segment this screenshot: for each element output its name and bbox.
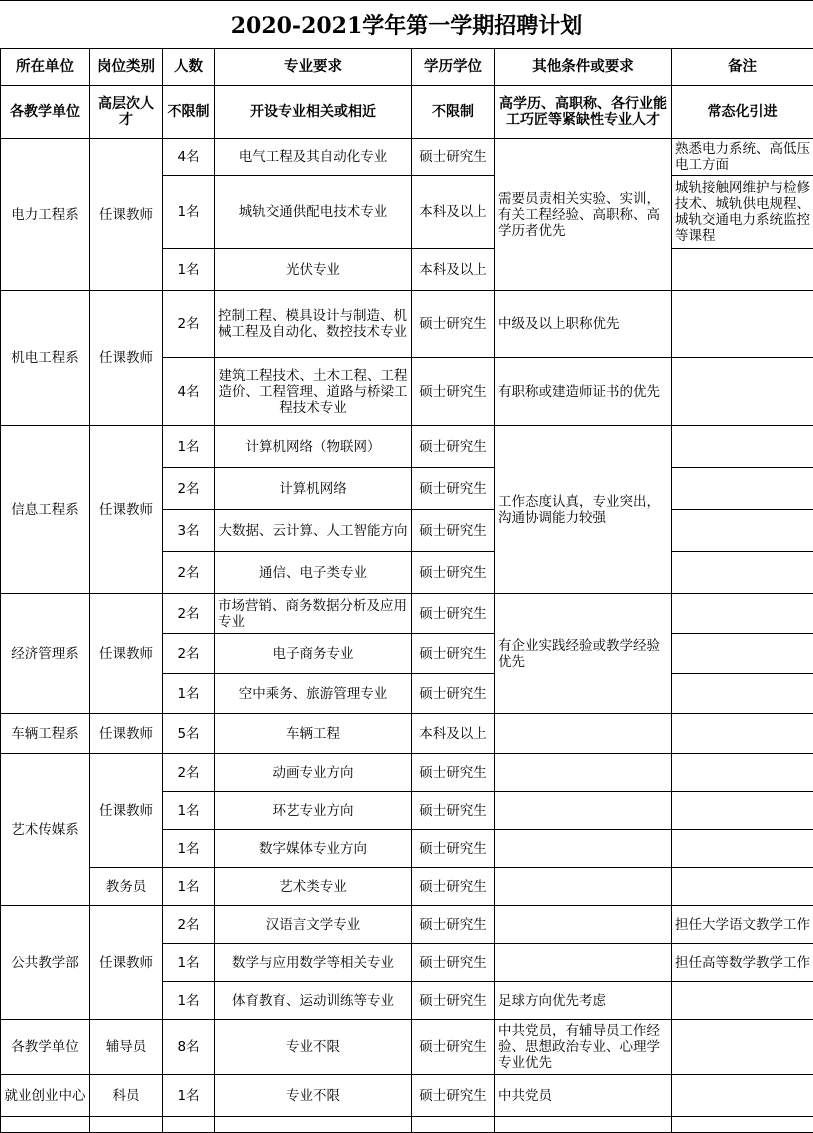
count-cell: 1名 (163, 792, 215, 830)
empty-cell (215, 1117, 412, 1133)
other-cell (495, 714, 672, 754)
degree-cell: 硕士研究生 (412, 830, 495, 868)
major-cell: 光伏专业 (215, 249, 412, 291)
post-type-cell: 任课教师 (90, 754, 163, 868)
other-cell: 中共党员，有辅导员工作经验、思想政治专业、心理学专业优先 (495, 1020, 672, 1075)
unit-cell: 艺术传媒系 (1, 754, 90, 906)
remark-cell (672, 830, 813, 868)
other-cell (495, 792, 672, 830)
table-row (1, 1117, 813, 1133)
major-cell: 环艺专业方向 (215, 792, 412, 830)
header-other: 其他条件或要求 (495, 49, 672, 86)
count-cell: 3名 (163, 510, 215, 552)
header-degree: 学历学位 (412, 49, 495, 86)
major-cell: 数字媒体专业方向 (215, 830, 412, 868)
remark-cell (672, 754, 813, 792)
unit-cell: 各教学单位 (1, 86, 90, 139)
recruitment-table (0, 48, 813, 1133)
unit-cell: 各教学单位 (1, 1020, 90, 1075)
other-cell (495, 754, 672, 792)
count-cell: 2名 (163, 634, 215, 674)
count-cell: 8名 (163, 1020, 215, 1075)
major-cell: 城轨交通供配电技术专业 (215, 176, 412, 249)
remark-cell (672, 868, 813, 906)
major-cell: 艺术类专业 (215, 868, 412, 906)
empty-cell (1, 1117, 90, 1133)
degree-cell: 硕士研究生 (412, 982, 495, 1020)
other-cell: 工作态度认真，专业突出，沟通协调能力较强 (495, 426, 672, 594)
table-row (1, 291, 813, 358)
degree-cell: 硕士研究生 (412, 1075, 495, 1117)
major-cell: 建筑工程技术、土木工程、工程造价、工程管理、道路与桥梁工程技术专业 (215, 358, 412, 426)
major-cell: 体育教育、运动训练等专业 (215, 982, 412, 1020)
other-cell: 需要员责相关实验、实训，有关工程经验、高职称、高学历者优先 (495, 139, 672, 291)
major-cell: 计算机网络（物联网） (215, 426, 412, 468)
count-cell: 2名 (163, 291, 215, 358)
count-cell: 1名 (163, 176, 215, 249)
remark-cell: 担任大学语文教学工作 (672, 906, 813, 944)
unit-cell: 车辆工程系 (1, 714, 90, 754)
remark-cell (672, 552, 813, 594)
table-row (1, 139, 813, 176)
major-cell: 电子商务专业 (215, 634, 412, 674)
table-row (1, 1020, 813, 1075)
unit-cell: 机电工程系 (1, 291, 90, 426)
other-cell: 有企业实践经验或教学经验优先 (495, 594, 672, 714)
degree-cell: 硕士研究生 (412, 674, 495, 714)
header-remark: 备注 (672, 49, 813, 86)
post-type-cell: 任课教师 (90, 714, 163, 754)
degree-cell: 硕士研究生 (412, 552, 495, 594)
degree-cell: 硕士研究生 (412, 468, 495, 510)
remark-cell (672, 634, 813, 674)
table-row (1, 86, 813, 139)
empty-cell (163, 1117, 215, 1133)
post-type-cell: 教务员 (90, 868, 163, 906)
empty-cell (672, 1117, 813, 1133)
unit-cell: 经济管理系 (1, 594, 90, 714)
degree-cell: 硕士研究生 (412, 944, 495, 982)
other-cell (495, 944, 672, 982)
remark-cell (672, 1075, 813, 1117)
table-row (1, 594, 813, 634)
header-major: 专业要求 (215, 49, 412, 86)
degree-cell: 硕士研究生 (412, 358, 495, 426)
unit-cell: 信息工程系 (1, 426, 90, 594)
remark-cell (672, 982, 813, 1020)
count-cell: 1名 (163, 830, 215, 868)
degree-cell: 硕士研究生 (412, 792, 495, 830)
major-cell: 大数据、云计算、人工智能方向 (215, 510, 412, 552)
table-row (1, 426, 813, 468)
post-type-cell: 任课教师 (90, 906, 163, 1020)
degree-cell: 硕士研究生 (412, 868, 495, 906)
remark-cell (672, 358, 813, 426)
other-cell: 中共党员 (495, 1075, 672, 1117)
header-count: 人数 (163, 49, 215, 86)
unit-cell: 就业创业中心 (1, 1075, 90, 1117)
remark-cell (672, 249, 813, 291)
degree-cell: 本科及以上 (412, 176, 495, 249)
empty-cell (495, 1117, 672, 1133)
other-cell: 足球方向优先考虑 (495, 982, 672, 1020)
major-cell: 动画专业方向 (215, 754, 412, 792)
count-cell: 1名 (163, 674, 215, 714)
major-cell: 计算机网络 (215, 468, 412, 510)
other-cell (495, 868, 672, 906)
post-type-cell: 任课教师 (90, 291, 163, 426)
empty-cell (412, 1117, 495, 1133)
count-cell: 4名 (163, 139, 215, 176)
degree-cell: 硕士研究生 (412, 754, 495, 792)
count-cell: 5名 (163, 714, 215, 754)
post-type-cell: 任课教师 (90, 139, 163, 291)
remark-cell (672, 714, 813, 754)
major-cell: 汉语言文学专业 (215, 906, 412, 944)
remark-cell (672, 291, 813, 358)
remark-cell (672, 468, 813, 510)
degree-cell: 硕士研究生 (412, 594, 495, 634)
count-cell: 2名 (163, 906, 215, 944)
degree-cell: 本科及以上 (412, 249, 495, 291)
degree-cell: 不限制 (412, 86, 495, 139)
count-cell: 2名 (163, 552, 215, 594)
table-row (1, 714, 813, 754)
major-cell: 数学与应用数学等相关专业 (215, 944, 412, 982)
table-row (1, 868, 813, 906)
post-type-cell: 任课教师 (90, 426, 163, 594)
major-cell: 市场营销、商务数据分析及应用专业 (215, 594, 412, 634)
remark-cell (672, 510, 813, 552)
major-cell: 开设专业相关或相近 (215, 86, 412, 139)
remark-cell: 常态化引进 (672, 86, 813, 139)
unit-cell: 公共教学部 (1, 906, 90, 1020)
count-cell: 1名 (163, 944, 215, 982)
degree-cell: 硕士研究生 (412, 139, 495, 176)
major-cell: 电气工程及其自动化专业 (215, 139, 412, 176)
unit-cell: 电力工程系 (1, 139, 90, 291)
header-unit: 所在单位 (1, 49, 90, 86)
other-cell (495, 830, 672, 868)
major-cell: 车辆工程 (215, 714, 412, 754)
table-row (1, 1075, 813, 1117)
major-cell: 专业不限 (215, 1020, 412, 1075)
count-cell: 2名 (163, 468, 215, 510)
page-title: 2020-2021学年第一学期招聘计划 (0, 0, 813, 48)
major-cell: 专业不限 (215, 1075, 412, 1117)
remark-cell: 城轨接触网维护与检修技术、城轨供电规程、城轨交通电力系统监控等课程 (672, 176, 813, 249)
degree-cell: 硕士研究生 (412, 510, 495, 552)
remark-cell: 熟悉电力系统、高低压电工方面 (672, 139, 813, 176)
table-row (1, 906, 813, 944)
count-cell: 2名 (163, 594, 215, 634)
major-cell: 通信、电子类专业 (215, 552, 412, 594)
header-row (1, 49, 813, 86)
remark-cell (672, 426, 813, 468)
degree-cell: 硕士研究生 (412, 634, 495, 674)
header-post-type: 岗位类别 (90, 49, 163, 86)
remark-cell (672, 674, 813, 714)
post-type-cell: 科员 (90, 1075, 163, 1117)
degree-cell: 硕士研究生 (412, 291, 495, 358)
table-row (1, 754, 813, 792)
count-cell: 1名 (163, 982, 215, 1020)
remark-cell (672, 594, 813, 634)
count-cell: 1名 (163, 426, 215, 468)
degree-cell: 硕士研究生 (412, 1020, 495, 1075)
empty-cell (90, 1117, 163, 1133)
post-type-cell: 辅导员 (90, 1020, 163, 1075)
major-cell: 控制工程、模具设计与制造、机械工程及自动化、数控技术专业 (215, 291, 412, 358)
other-cell: 高学历、高职称、各行业能工巧匠等紧缺性专业人才 (495, 86, 672, 139)
degree-cell: 本科及以上 (412, 714, 495, 754)
post-type-cell: 高层次人才 (90, 86, 163, 139)
count-cell: 4名 (163, 358, 215, 426)
count-cell: 1名 (163, 1075, 215, 1117)
count-cell: 1名 (163, 249, 215, 291)
remark-cell: 担任高等数学教学工作 (672, 944, 813, 982)
other-cell: 有职称或建造师证书的优先 (495, 358, 672, 426)
degree-cell: 硕士研究生 (412, 906, 495, 944)
major-cell: 空中乘务、旅游管理专业 (215, 674, 412, 714)
count-cell: 不限制 (163, 86, 215, 139)
other-cell (495, 906, 672, 944)
remark-cell (672, 792, 813, 830)
count-cell: 1名 (163, 868, 215, 906)
other-cell: 中级及以上职称优先 (495, 291, 672, 358)
remark-cell (672, 1020, 813, 1075)
count-cell: 2名 (163, 754, 215, 792)
degree-cell: 硕士研究生 (412, 426, 495, 468)
post-type-cell: 任课教师 (90, 594, 163, 714)
